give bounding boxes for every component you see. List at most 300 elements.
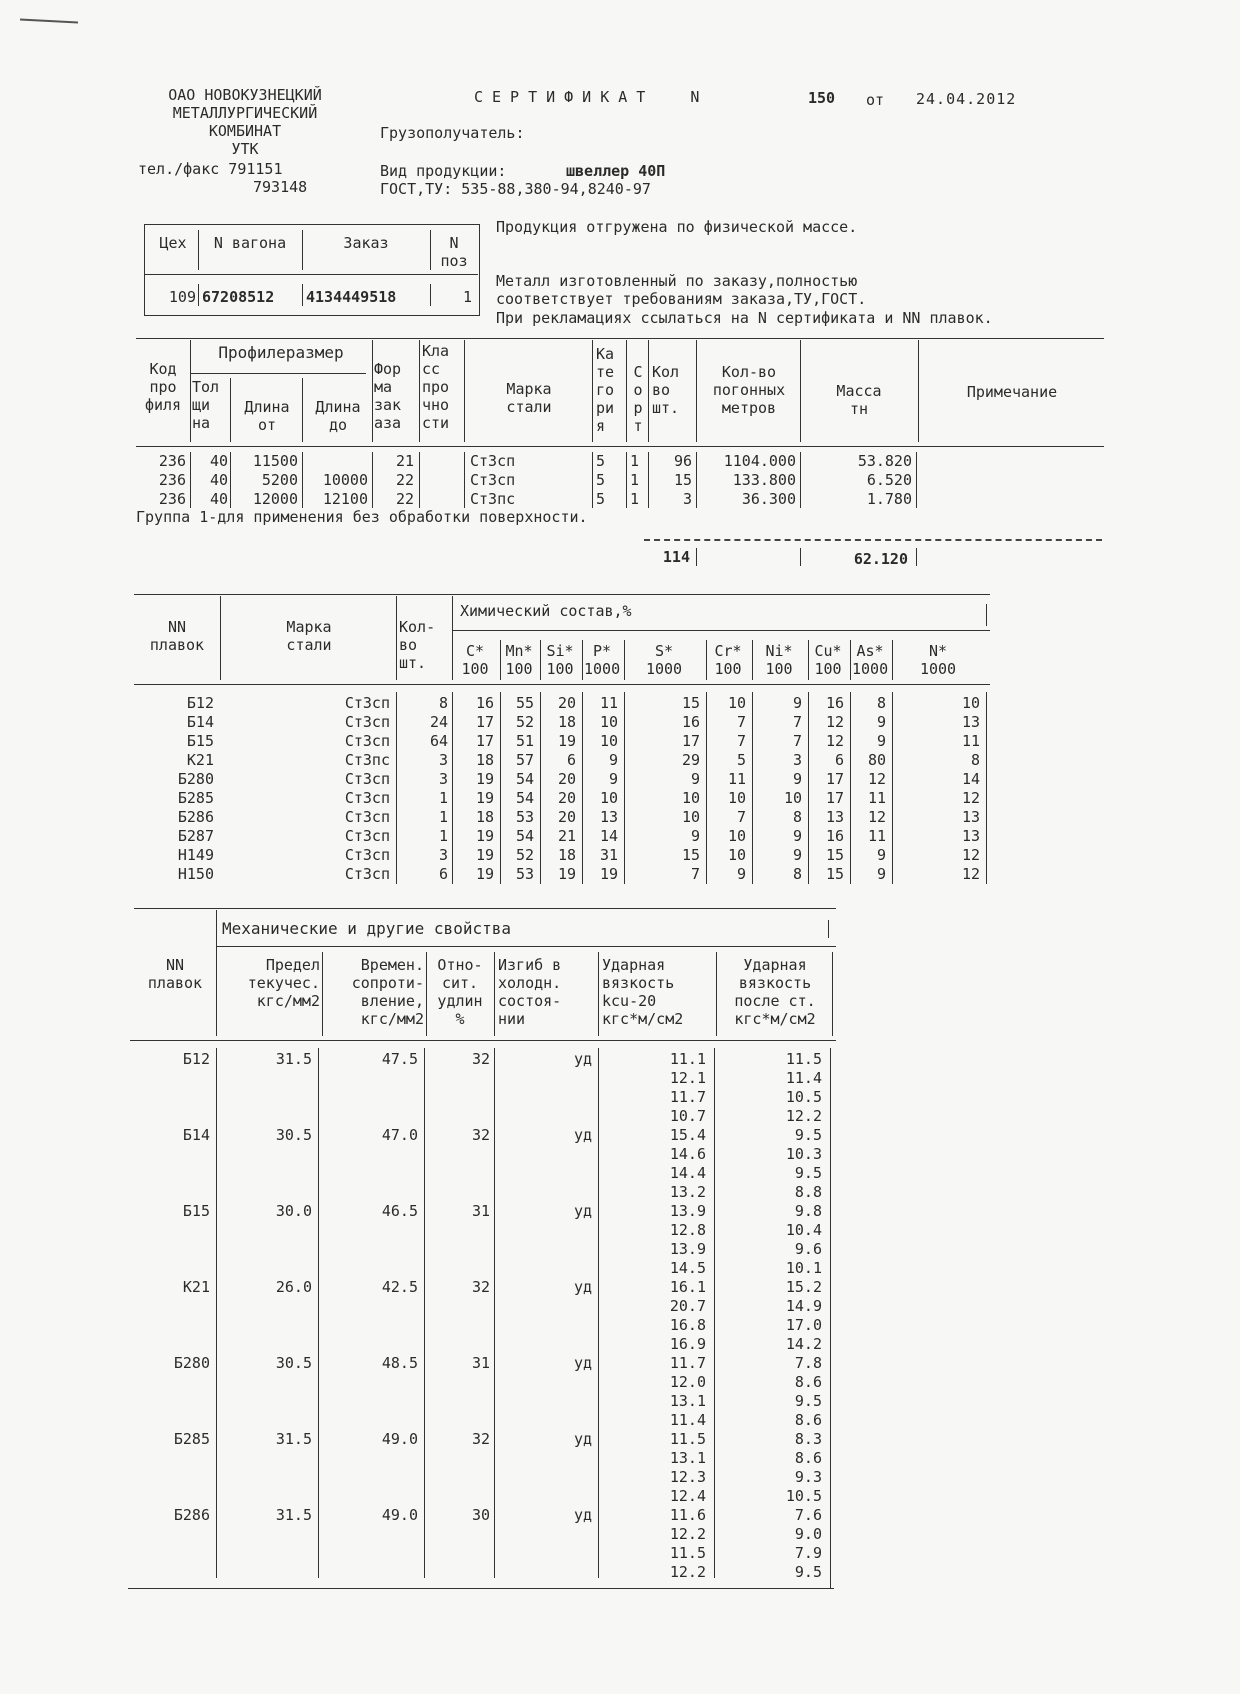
chem-value: 9 <box>690 770 700 788</box>
chem-value: 7 <box>792 732 802 750</box>
profile-header-qty: Кол во шт. <box>652 363 680 417</box>
mech-impact-aged: 11.5 <box>785 1050 822 1068</box>
chem-element-ni: Ni* <box>765 642 793 660</box>
chem-scale: 100 <box>765 660 793 678</box>
mech-impact-aged: 10.4 <box>785 1221 822 1239</box>
mech-yield: 26.0 <box>275 1278 312 1296</box>
chem-value: 19 <box>475 846 494 864</box>
chem-value: 19 <box>475 770 494 788</box>
chem-scale: 1000 <box>919 660 957 678</box>
profile-cell-qty: 15 <box>673 471 692 489</box>
profile-cell-from: 12000 <box>252 490 298 508</box>
chem-value: 18 <box>557 713 576 731</box>
profile-cell-form: 22 <box>395 471 414 489</box>
scan-mark <box>20 18 78 23</box>
chem-value: 15 <box>825 865 844 883</box>
chem-value: 7 <box>736 713 746 731</box>
mech-impact-aged: 8.6 <box>794 1373 822 1391</box>
chem-value: 17 <box>475 732 494 750</box>
profile-cell-thick: 40 <box>209 452 228 470</box>
chem-value: 53 <box>515 808 534 826</box>
profile-header-note: Примечание <box>966 383 1058 401</box>
mech-impact: 11.1 <box>669 1050 706 1068</box>
chem-value: 3 <box>792 751 802 769</box>
profile-cell-cat: 5 <box>596 452 606 470</box>
mech-impact: 12.0 <box>669 1373 706 1391</box>
mech-impact: 11.4 <box>669 1411 706 1429</box>
chem-grade: Ст3сп <box>344 846 390 864</box>
chem-value: 31 <box>599 846 618 864</box>
profile-cell-mass: 1.780 <box>866 490 912 508</box>
mech-header-tensile: Времен. сопроти- вление, кгс/мм2 <box>351 956 424 1028</box>
chem-element-p: P* <box>592 642 612 660</box>
mech-elongation: 31 <box>471 1202 490 1220</box>
chem-grade: Ст3сп <box>344 732 390 750</box>
chem-value: 11 <box>727 770 746 788</box>
chem-heat: Б12 <box>186 694 214 712</box>
chem-value: 52 <box>515 713 534 731</box>
chem-grade: Ст3сп <box>344 789 390 807</box>
chem-header-composition: Химический состав,% <box>460 602 632 620</box>
profile-cell-code: 236 <box>158 471 186 489</box>
product-gost: ГОСТ,ТУ: 535-88,380-94,8240-97 <box>380 180 651 198</box>
profile-header-length-to: Длина до <box>315 398 361 434</box>
chem-grade: Ст3сп <box>344 808 390 826</box>
chem-value: 16 <box>825 827 844 845</box>
profile-header-thickness: Тол щи на <box>192 378 220 432</box>
company-line-4: УТК <box>231 140 259 158</box>
chem-qty: 1 <box>438 808 448 826</box>
profile-cell-grade: Ст3пс <box>470 490 516 508</box>
mech-header-impact-aged: Ударная вязкость после ст. кгс*м/см2 <box>734 956 816 1028</box>
mech-impact-aged: 14.9 <box>785 1297 822 1315</box>
mech-elongation: 32 <box>471 1126 490 1144</box>
mech-yield: 30.0 <box>275 1202 312 1220</box>
mech-impact-aged: 10.1 <box>785 1259 822 1277</box>
mech-bend: уд <box>573 1506 592 1524</box>
chem-heat: К21 <box>186 751 214 769</box>
chem-value: 9 <box>792 770 802 788</box>
chem-value: 7 <box>736 808 746 826</box>
profile-group-note: Группа 1-для применения без обработки поверхности. <box>136 508 588 526</box>
mech-elongation: 30 <box>471 1506 490 1524</box>
profile-total-qty: 114 <box>662 548 690 566</box>
chem-scale: 100 <box>814 660 842 678</box>
product-label: Вид продукции: <box>380 162 507 180</box>
chem-scale: 1000 <box>852 660 889 678</box>
chem-element-c: C* <box>465 642 485 660</box>
chem-value: 52 <box>515 846 534 864</box>
chem-value: 9 <box>876 713 886 731</box>
chem-value: 54 <box>515 770 534 788</box>
mech-impact: 16.1 <box>669 1278 706 1296</box>
chem-grade: Ст3сп <box>344 694 390 712</box>
mech-impact: 11.6 <box>669 1506 706 1524</box>
mech-impact-aged: 9.0 <box>794 1525 822 1543</box>
chem-value: 19 <box>557 865 576 883</box>
chem-value: 14 <box>599 827 618 845</box>
mech-impact-aged: 7.9 <box>794 1544 822 1562</box>
chem-value: 9 <box>792 827 802 845</box>
mech-tensile: 42.5 <box>381 1278 418 1296</box>
profile-cell-qty: 96 <box>673 452 692 470</box>
chem-heat: Б286 <box>177 808 214 826</box>
chem-scale: 100 <box>714 660 742 678</box>
chem-value: 19 <box>475 865 494 883</box>
profile-cell-sort: 1 <box>630 471 640 489</box>
shipment-header-wagon: N вагона <box>213 234 287 252</box>
chem-value: 6 <box>834 751 844 769</box>
mech-impact: 13.9 <box>669 1202 706 1220</box>
mech-impact: 12.2 <box>669 1563 706 1581</box>
mech-bend: уд <box>573 1202 592 1220</box>
profile-cell-cat: 5 <box>596 471 606 489</box>
chem-element-mn: Mn* <box>505 642 533 660</box>
chem-value: 9 <box>608 751 618 769</box>
chem-value: 54 <box>515 789 534 807</box>
mech-impact-aged: 9.5 <box>794 1126 822 1144</box>
mech-tensile: 46.5 <box>381 1202 418 1220</box>
profile-cell-to: 10000 <box>322 471 368 489</box>
chem-grade: Ст3сп <box>344 827 390 845</box>
mech-yield: 31.5 <box>275 1050 312 1068</box>
certificate-date: 24.04.2012 <box>916 90 1017 108</box>
chem-value: 13 <box>825 808 844 826</box>
mech-tensile: 47.5 <box>381 1050 418 1068</box>
profile-cell-grade: Ст3сп <box>470 471 516 489</box>
mech-elongation: 32 <box>471 1430 490 1448</box>
mech-bend: уд <box>573 1050 592 1068</box>
chem-value: 8 <box>970 751 980 769</box>
chem-value: 9 <box>876 846 886 864</box>
chem-value: 15 <box>681 846 700 864</box>
profile-cell-form: 22 <box>395 490 414 508</box>
mech-impact-aged: 8.3 <box>794 1430 822 1448</box>
chem-value: 15 <box>681 694 700 712</box>
shipment-header-shop: Цех <box>159 234 187 252</box>
chem-value: 8 <box>792 808 802 826</box>
chem-value: 7 <box>690 865 700 883</box>
chem-header-heat: NN плавок <box>149 618 205 654</box>
chem-value: 12 <box>825 713 844 731</box>
chem-value: 7 <box>736 732 746 750</box>
chem-value: 29 <box>681 751 700 769</box>
chem-value: 17 <box>475 713 494 731</box>
mech-impact: 10.7 <box>669 1107 706 1125</box>
chem-value: 16 <box>681 713 700 731</box>
chem-qty: 3 <box>438 751 448 769</box>
mech-heat: Б285 <box>173 1430 210 1448</box>
profile-header-class: Кла сс про чно сти <box>422 342 450 432</box>
mech-impact: 13.1 <box>669 1392 706 1410</box>
chem-value: 10 <box>783 789 802 807</box>
chem-value: 8 <box>876 694 886 712</box>
chem-value: 17 <box>825 770 844 788</box>
product-name: швеллер 40П <box>566 162 666 180</box>
mech-impact-aged: 9.3 <box>794 1468 822 1486</box>
company-phone-2: 793148 <box>253 178 308 196</box>
profile-header-meters: Кол-во погонных метров <box>712 363 786 417</box>
chem-heat: Б15 <box>186 732 214 750</box>
certificate-from-label: от <box>866 91 885 109</box>
mech-bend: уд <box>573 1430 592 1448</box>
profile-cell-code: 236 <box>158 490 186 508</box>
chem-value: 18 <box>475 808 494 826</box>
chem-qty: 1 <box>438 789 448 807</box>
chem-value: 15 <box>825 846 844 864</box>
mech-impact: 14.4 <box>669 1164 706 1182</box>
chem-heat: Н149 <box>177 846 214 864</box>
mech-impact-aged: 15.2 <box>785 1278 822 1296</box>
chem-qty: 3 <box>438 846 448 864</box>
chem-value: 20 <box>557 694 576 712</box>
profile-cell-grade: Ст3сп <box>470 452 516 470</box>
mech-impact: 13.1 <box>669 1449 706 1467</box>
mech-heat: Б15 <box>182 1202 210 1220</box>
profile-cell-mass: 6.520 <box>866 471 912 489</box>
chem-header-qty: Кол- во шт. <box>399 618 436 672</box>
chem-qty: 64 <box>429 732 448 750</box>
shipment-header-pos: N поз <box>440 234 468 270</box>
mech-impact: 20.7 <box>669 1297 706 1315</box>
chem-element-n: N* <box>928 642 948 660</box>
chem-element-si: Si* <box>546 642 574 660</box>
chem-value: 6 <box>566 751 576 769</box>
chem-value: 13 <box>599 808 618 826</box>
chem-value: 20 <box>557 789 576 807</box>
profile-header-mass: Масса тн <box>836 382 882 418</box>
mech-impact: 14.5 <box>669 1259 706 1277</box>
chem-value: 19 <box>475 789 494 807</box>
chem-value: 10 <box>727 694 746 712</box>
chem-scale: 1000 <box>645 660 683 678</box>
mech-impact: 13.9 <box>669 1240 706 1258</box>
mech-impact-aged: 7.8 <box>794 1354 822 1372</box>
chem-scale: 100 <box>461 660 489 678</box>
mech-impact-aged: 9.5 <box>794 1164 822 1182</box>
mech-impact: 11.7 <box>669 1354 706 1372</box>
chem-value: 12 <box>867 770 886 788</box>
mech-impact-aged: 14.2 <box>785 1335 822 1353</box>
note-complaints: При рекламациях ссылаться на N сертификата и NN плавок. <box>496 309 993 327</box>
chem-value: 55 <box>515 694 534 712</box>
profile-cell-code: 236 <box>158 452 186 470</box>
mech-impact: 16.8 <box>669 1316 706 1334</box>
note-compliance-2: соответствует требованиям заказа,ТУ,ГОСТ. <box>496 290 867 308</box>
chem-value: 20 <box>557 808 576 826</box>
chem-element-cr: Cr* <box>714 642 742 660</box>
profile-cell-thick: 40 <box>209 490 228 508</box>
chem-heat: Б287 <box>177 827 214 845</box>
mech-tensile: 47.0 <box>381 1126 418 1144</box>
chem-qty: 6 <box>438 865 448 883</box>
chem-value: 11 <box>961 732 980 750</box>
mech-impact: 14.6 <box>669 1145 706 1163</box>
chem-value: 10 <box>727 846 746 864</box>
mech-impact-aged: 11.4 <box>785 1069 822 1087</box>
mech-header-title: Механические и другие свойства <box>222 919 511 938</box>
chem-value: 20 <box>557 770 576 788</box>
note-compliance-1: Металл изготовленный по заказу,полностью <box>496 272 858 290</box>
chem-qty: 24 <box>429 713 448 731</box>
chem-value: 53 <box>515 865 534 883</box>
profile-cell-meters: 133.800 <box>732 471 796 489</box>
mech-yield: 31.5 <box>275 1506 312 1524</box>
chem-heat: Н150 <box>177 865 214 883</box>
chem-value: 12 <box>961 789 980 807</box>
chem-value: 80 <box>867 751 886 769</box>
mech-impact-aged: 12.2 <box>785 1107 822 1125</box>
mech-impact: 12.3 <box>669 1468 706 1486</box>
chem-value: 12 <box>961 846 980 864</box>
mech-yield: 31.5 <box>275 1430 312 1448</box>
chem-value: 9 <box>608 770 618 788</box>
chem-qty: 3 <box>438 770 448 788</box>
profile-header-form: Фор ма зак аза <box>374 360 402 432</box>
mech-bend: уд <box>573 1278 592 1296</box>
chem-value: 10 <box>599 713 618 731</box>
mech-header-heat: NN плавок <box>147 956 203 992</box>
company-line-1: ОАО НОВОКУЗНЕЦКИЙ <box>168 86 322 104</box>
chem-value: 10 <box>727 827 746 845</box>
chem-value: 10 <box>961 694 980 712</box>
company-line-2: МЕТАЛЛУРГИЧЕСКИЙ <box>172 104 318 122</box>
chem-value: 11 <box>867 789 886 807</box>
profile-header-sort: С о р т <box>633 363 643 435</box>
chem-value: 8 <box>792 865 802 883</box>
mech-impact: 11.7 <box>669 1088 706 1106</box>
chem-grade: Ст3сп <box>344 713 390 731</box>
chem-value: 7 <box>792 713 802 731</box>
mech-bend: уд <box>573 1354 592 1372</box>
profile-header-grade: Марка стали <box>506 380 552 416</box>
chem-value: 21 <box>557 827 576 845</box>
chem-value: 19 <box>557 732 576 750</box>
note-shipped: Продукция отгружена по физической массе. <box>496 218 858 236</box>
chem-grade: Ст3сп <box>344 770 390 788</box>
mech-impact-aged: 10.3 <box>785 1145 822 1163</box>
mech-heat: К21 <box>182 1278 210 1296</box>
profile-cell-qty: 3 <box>682 490 692 508</box>
chem-value: 10 <box>681 789 700 807</box>
shipment-pos: 1 <box>462 288 472 306</box>
profile-cell-thick: 40 <box>209 471 228 489</box>
chem-value: 10 <box>599 732 618 750</box>
mech-impact-aged: 10.5 <box>785 1088 822 1106</box>
chem-qty: 1 <box>438 827 448 845</box>
profile-cell-meters: 36.300 <box>741 490 796 508</box>
chem-value: 13 <box>961 808 980 826</box>
chem-value: 10 <box>727 789 746 807</box>
profile-cell-sort: 1 <box>630 490 640 508</box>
mech-impact: 12.4 <box>669 1487 706 1505</box>
chem-value: 16 <box>475 694 494 712</box>
profile-cell-mass: 53.820 <box>857 452 912 470</box>
chem-heat: Б14 <box>186 713 214 731</box>
mech-impact: 12.2 <box>669 1525 706 1543</box>
mech-impact: 11.5 <box>669 1544 706 1562</box>
chem-element-cu: Cu* <box>814 642 842 660</box>
chem-scale: 100 <box>546 660 574 678</box>
certificate-number: 150 <box>808 89 836 107</box>
mech-elongation: 31 <box>471 1354 490 1372</box>
company-phone: тел./факс 791151 <box>138 160 283 178</box>
mech-impact-aged: 7.6 <box>794 1506 822 1524</box>
mech-heat: Б12 <box>182 1050 210 1068</box>
shipment-shop: 109 <box>168 288 196 306</box>
mech-impact-aged: 9.5 <box>794 1392 822 1410</box>
chem-value: 18 <box>557 846 576 864</box>
chem-value: 14 <box>961 770 980 788</box>
mech-impact: 13.2 <box>669 1183 706 1201</box>
chem-value: 12 <box>825 732 844 750</box>
mech-impact: 16.9 <box>669 1335 706 1353</box>
mech-heat: Б14 <box>182 1126 210 1144</box>
chem-value: 17 <box>825 789 844 807</box>
shipment-wagon: 67208512 <box>202 288 275 306</box>
mech-elongation: 32 <box>471 1050 490 1068</box>
mech-impact-aged: 8.6 <box>794 1449 822 1467</box>
mech-header-yield: Предел текучес. кгс/мм2 <box>247 956 320 1010</box>
mech-tensile: 49.0 <box>381 1430 418 1448</box>
mech-impact-aged: 10.5 <box>785 1487 822 1505</box>
profile-header-code: Код про филя <box>144 360 182 414</box>
mech-impact-aged: 9.6 <box>794 1240 822 1258</box>
chem-value: 13 <box>961 827 980 845</box>
chem-value: 11 <box>599 694 618 712</box>
mech-heat: Б280 <box>173 1354 210 1372</box>
consignee-label: Грузополучатель: <box>380 124 525 142</box>
chem-value: 9 <box>876 865 886 883</box>
chem-value: 17 <box>681 732 700 750</box>
profile-cell-sort: 1 <box>630 452 640 470</box>
mech-impact: 15.4 <box>669 1126 706 1144</box>
chem-value: 10 <box>681 808 700 826</box>
chem-value: 9 <box>792 846 802 864</box>
chem-value: 12 <box>961 865 980 883</box>
chem-value: 57 <box>515 751 534 769</box>
chem-value: 9 <box>690 827 700 845</box>
profile-cell-from: 11500 <box>252 452 298 470</box>
chem-grade: Ст3пс <box>344 751 390 769</box>
profile-cell-cat: 5 <box>596 490 606 508</box>
chem-value: 11 <box>867 827 886 845</box>
mech-impact-aged: 8.6 <box>794 1411 822 1429</box>
chem-value: 10 <box>599 789 618 807</box>
chem-heat: Б285 <box>177 789 214 807</box>
chem-header-grade: Марка стали <box>286 618 332 654</box>
mech-impact-aged: 9.5 <box>794 1563 822 1581</box>
mech-tensile: 49.0 <box>381 1506 418 1524</box>
mech-impact: 12.1 <box>669 1069 706 1087</box>
mech-impact-aged: 8.8 <box>794 1183 822 1201</box>
chem-element-s: S* <box>654 642 674 660</box>
profile-cell-from: 5200 <box>261 471 298 489</box>
mech-yield: 30.5 <box>275 1126 312 1144</box>
mech-tensile: 48.5 <box>381 1354 418 1372</box>
mech-header-elongation: Отно- сит. удлин % <box>437 956 483 1028</box>
chem-value: 19 <box>599 865 618 883</box>
mech-heat: Б286 <box>173 1506 210 1524</box>
mech-yield: 30.5 <box>275 1354 312 1372</box>
chem-value: 16 <box>825 694 844 712</box>
chem-value: 9 <box>876 732 886 750</box>
chem-value: 18 <box>475 751 494 769</box>
mech-impact-aged: 17.0 <box>785 1316 822 1334</box>
profile-header-length-from: Длина от <box>244 398 290 434</box>
chem-scale: 100 <box>505 660 533 678</box>
shipment-order: 4134449518 <box>306 288 397 306</box>
